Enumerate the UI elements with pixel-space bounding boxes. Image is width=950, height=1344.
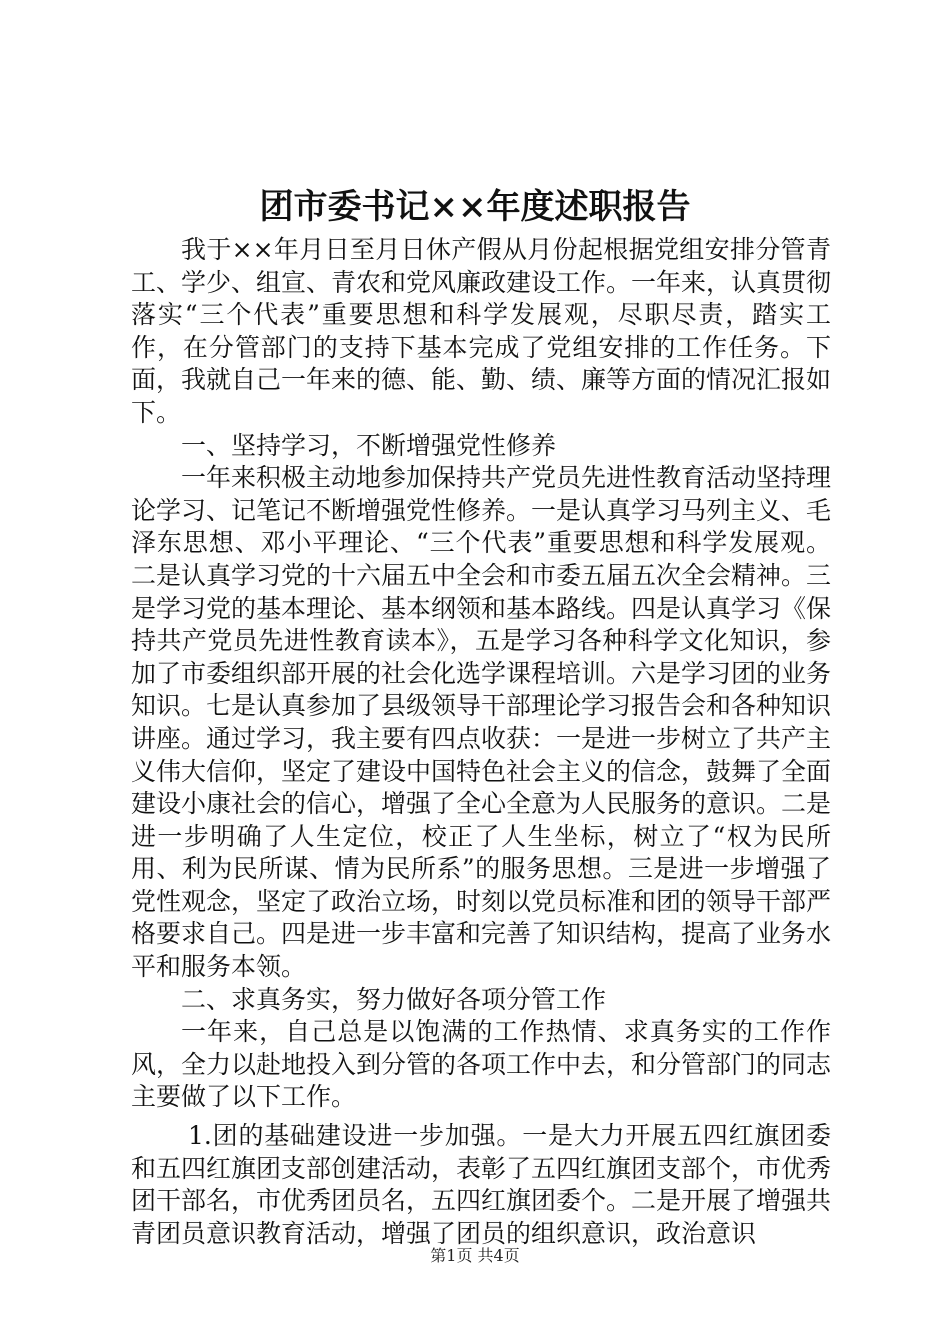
document-title: 团市委书记××年度述职报告 (259, 187, 691, 227)
section-heading-work: 二、求真务实，努力做好各项分管工作 (181, 984, 607, 1014)
work-paragraph: 一年来，自己总是以饱满的工作热情、求真务实的工作作风，全力以赴地投入到分管的各项工作中去，和分管部门的同志主要做了以下工作。 (131, 1017, 832, 1112)
intro-paragraph: 我于××年月日至月日休产假从月份起根据党组安排分管青工、学少、组宣、青农和党风廉政建设工作。一年来，认真贯彻落实“三个代表”重要思想和科学发展观，尽职尽责，踏实工作，在分管部门的支持下基本完成了党组安排的工作任务。下面，我就自己一年来的德、能、勤、绩、廉等方面的情况汇报如下。 (131, 235, 832, 427)
study-paragraph: 一年来积极主动地参加保持共产党员先进性教育活动坚持理论学习、记笔记不断增强党性修养。一是认真学习马列主义、毛泽东思想、邓小平理论、“三个代表”重要思想和科学发展观。二是认真学习党的十六届五中全会和市委五届五次全会精神。三是学习党的基本理论、基本纲领和基本路线。四是认真学习《保持共产党员先进性教育读本》，五是学习各种科学文化知识，参加了市委组织部开展的社会化选学课程培训。六是学习团的业务知识。七是认真参加了县级领导干部理论学习报告会和各种知识讲座。通过学习，我主要有四点收获：一是进一步树立了共产主义伟大信仰，坚定了建设中国特色社会主义的信念，鼓舞了全面建设小康社会的信心，增强了全心全意为人民服务的意识。二是进一步明确了人生定位，校正了人生坐标，树立了“权为民所用、利为民所谋、情为民所系”的服务思想。三是进一步增强了党性观念，坚定了政治立场，时刻以党员标准和团的领导干部严格要求自己。四是进一步丰富和完善了知识结构，提高了业务水平和服务本领。 (131, 463, 832, 982)
page-number-footer: 第1页 共4页 (430, 1246, 520, 1265)
work-item-1-paragraph: 1.团的基础建设进一步加强。一是大力开展五四红旗团委和五四红旗团支部创建活动，表彰了五四红旗团支部个，市优秀团干部名，市优秀团员名，五四红旗团委个。二是开展了增强共青团员意识教育活动，增强了团员的组织意识，政治意识 (131, 1121, 832, 1248)
document-body (131, 234, 831, 1250)
section-heading-study: 一、坚持学习，不断增强党性修养 (181, 430, 557, 460)
